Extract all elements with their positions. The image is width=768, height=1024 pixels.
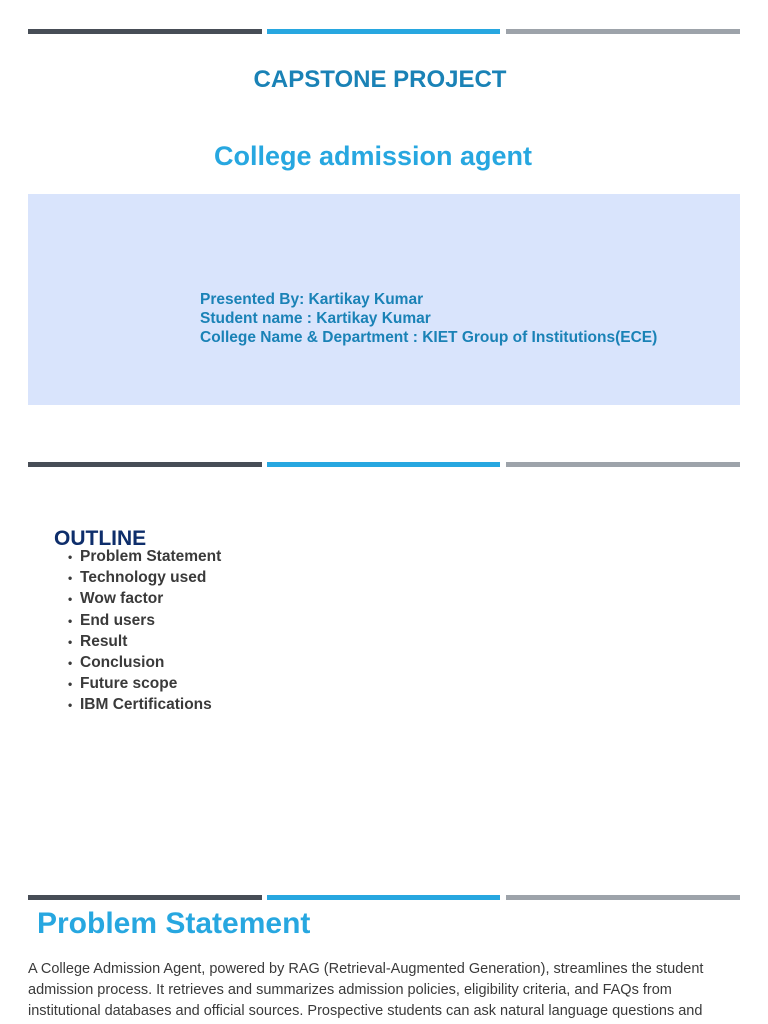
body-line: admission process. It retrieves and summarizes admission policies, eligibility criteria, and FAQs from — [28, 982, 672, 998]
bullet-icon: • — [68, 592, 73, 607]
bullet-icon: • — [68, 698, 73, 713]
problem-statement-heading: Problem Statement — [37, 907, 311, 940]
outline-item-label: End users — [80, 611, 155, 629]
bullet-icon: • — [68, 613, 73, 628]
bullet-icon: • — [68, 571, 73, 586]
header-rule-dark — [28, 895, 262, 900]
outline-item-label: Problem Statement — [80, 548, 222, 565]
outline-item-label: Result — [80, 632, 128, 650]
outline-item-label: Technology used — [80, 569, 207, 587]
outline-item-label: IBM Certifications — [80, 696, 212, 714]
problem-statement-body — [28, 959, 740, 1022]
presented-by-text: Presented By: Kartikay Kumar — [200, 291, 424, 308]
student-name-text: Student name : Kartikay Kumar — [200, 310, 431, 327]
outline-item-label: Conclusion — [80, 653, 165, 671]
outline-item-label: Future scope — [80, 675, 178, 693]
project-title: College admission agent — [213, 141, 533, 171]
college-name-text: College Name & Department : KIET Group of Institutions(ECE) — [200, 329, 658, 346]
bullet-icon: • — [68, 634, 73, 649]
body-line: institutional databases and official sources. Prospective students can ask natural language questions and — [28, 1003, 703, 1019]
outline-item-label: Wow factor — [80, 590, 164, 608]
bullet-icon: • — [68, 677, 73, 692]
outline-heading: OUTLINE — [54, 527, 147, 550]
slide-heading: CAPSTONE PROJECT — [253, 66, 507, 93]
header-rule-blue — [267, 895, 500, 900]
bullet-icon: • — [68, 550, 73, 564]
bullet-icon: • — [68, 655, 73, 670]
header-rule-gray — [506, 895, 740, 900]
body-line: A College Admission Agent, powered by RAG (Retrieval-Augmented Generation), streamlines the student — [28, 961, 704, 977]
